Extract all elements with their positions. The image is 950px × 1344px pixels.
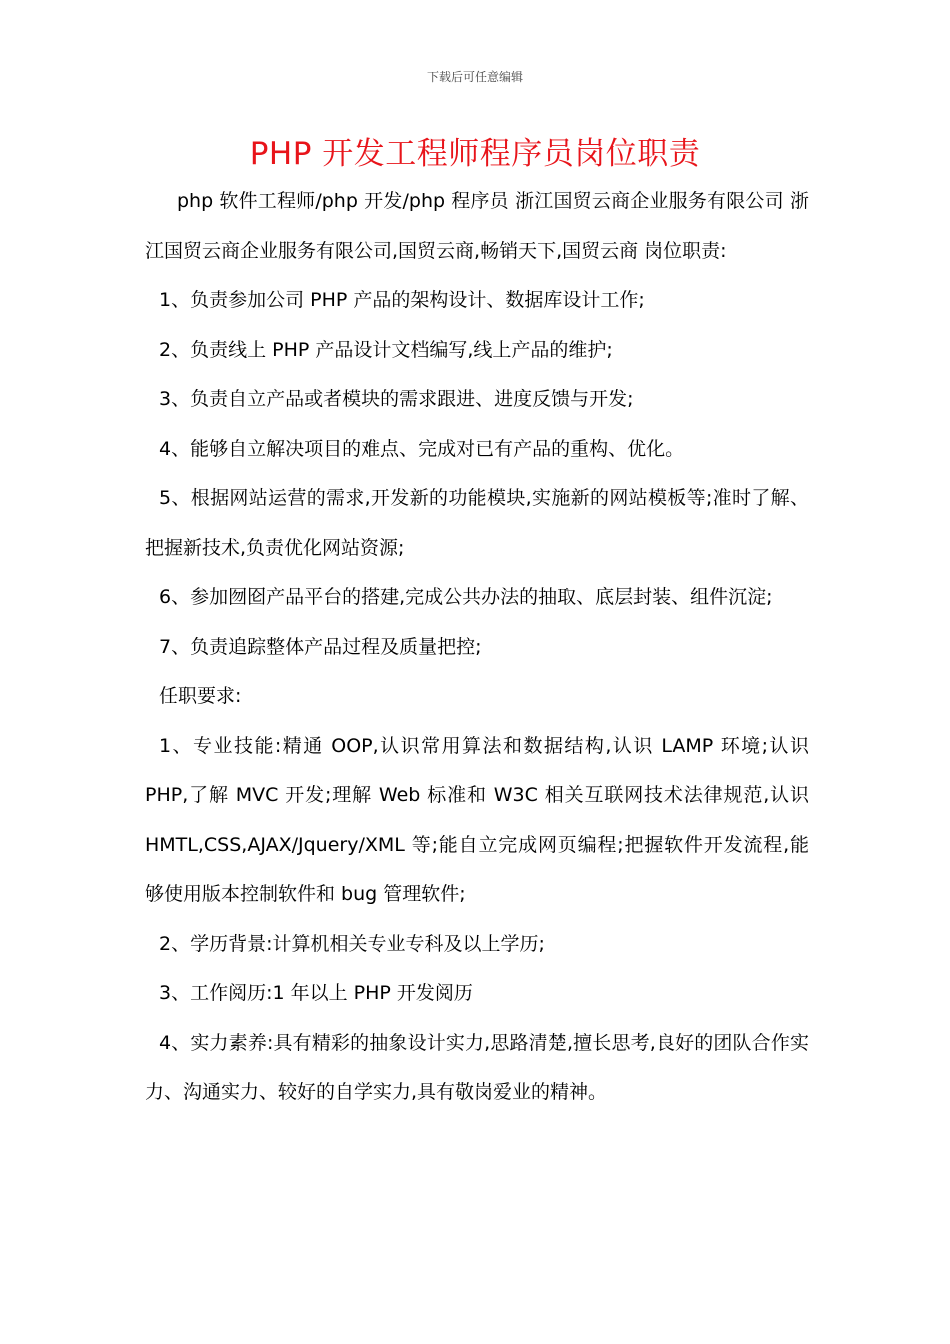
duty-item: 7、负责追踪整体产品过程及质量把控;: [159, 635, 482, 658]
requirement-item: 3、工作阅历:1 年以上 PHP 开发阅历: [159, 982, 473, 1004]
duty-item: 1、负责参加公司 PHP 产品的架构设计、数据库设计工作;: [159, 289, 645, 311]
duty-item: 3、负责自立产品或者模块的需求跟进、进度反馈与开发;: [159, 388, 634, 410]
document-body: [145, 177, 809, 1118]
requirement-item: 4、实力素养:具有精彩的抽象设计实力,思路清楚,擅长思考,良好的团队合作实力、沟通实力、较好的自学实力,具有敬岗爱业的精神。: [145, 1031, 809, 1103]
duty-item: 5、根据网站运营的需求,开发新的功能模块,实施新的网站模板等;准时了解、把握新技术,负责优化网站资源;: [145, 487, 809, 559]
header-note: 下载后可任意编辑: [426, 70, 523, 84]
requirement-item: 2、学历背景:计算机相关专业专科及以上学历;: [159, 932, 545, 955]
requirements-heading: 任职要求:: [159, 685, 242, 707]
intro-paragraph: php 软件工程师/php 开发/php 程序员 浙江国贸云商企业服务有限公司 浙江国贸云商企业服务有限公司,国贸云商,畅销天下,国贸云商 岗位职责:: [145, 190, 809, 262]
duty-item: 6、参加囫囵产品平台的搭建,完成公共办法的抽取、底层封装、组件沉淀;: [159, 586, 773, 608]
duty-item: 2、负责线上 PHP 产品设计文档编写,线上产品的维护;: [159, 338, 613, 361]
duty-item: 4、能够自立解决项目的难点、完成对已有产品的重构、优化。: [159, 437, 685, 460]
requirement-item: 1、专业技能:精通 OOP,认识常用算法和数据结构,认识 LAMP 环境;认识 PHP,了解 MVC 开发;理解 Web 标准和 W3C 相关互联网技术法律规范,认识 HMTL,CSS,AJAX/Jquery/XML 等;能自立完成网页编程;把握软件开发流程,能够使用版本控制软件和 bug 管理软件;: [145, 734, 809, 905]
document-title: PHP 开发工程师程序员岗位职责: [249, 136, 701, 172]
